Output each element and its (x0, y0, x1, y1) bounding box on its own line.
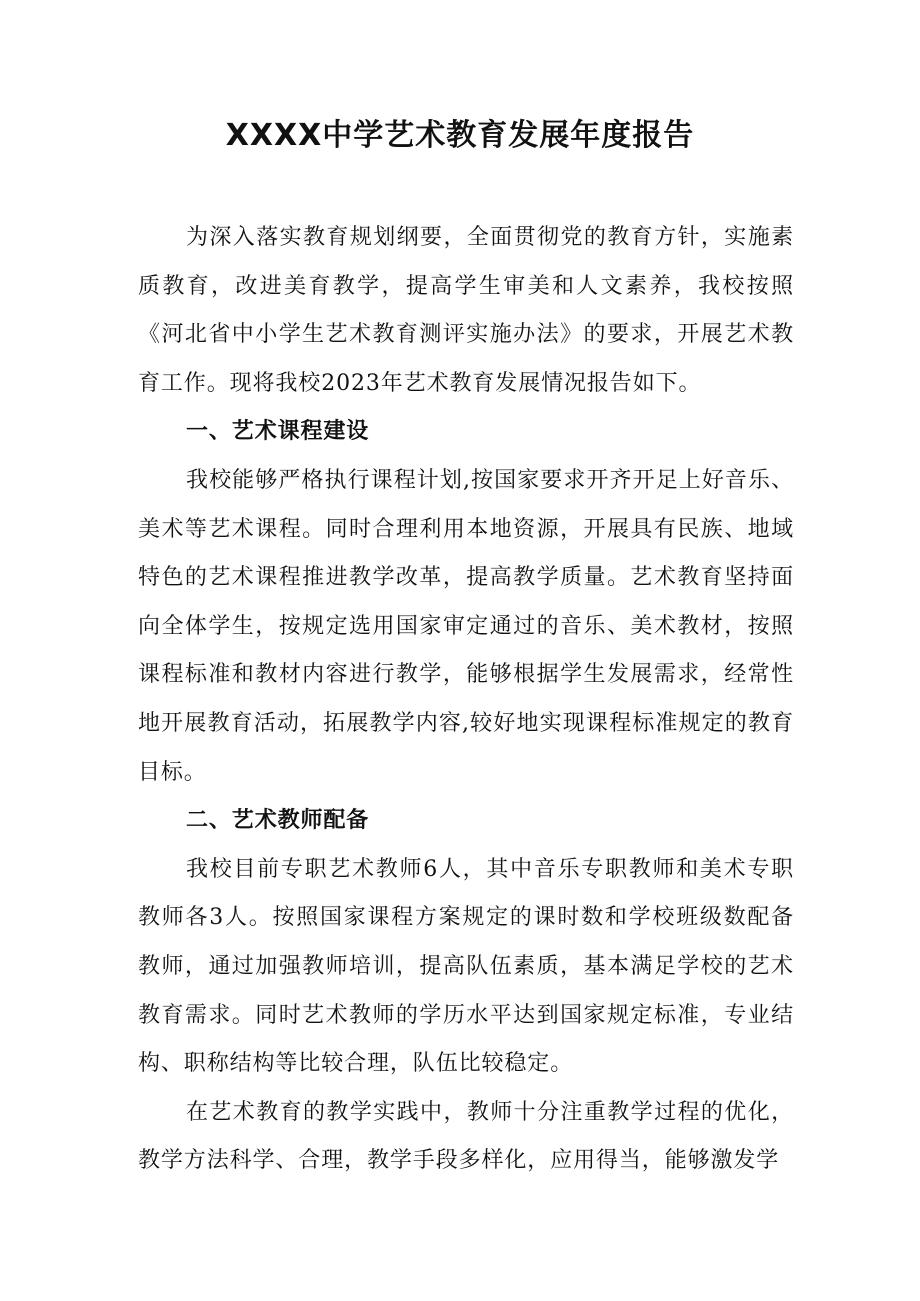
document-body (138, 214, 794, 1186)
intro-paragraph: 为深入落实教育规划纲要，全面贯彻党的教育方针，实施素质教育，改进美育教学，提高学生审美和人文素养，我校按照《河北省中小学生艺术教育测评实施办法》的要求，开展艺术教育工作。现将我校2023年艺术教育发展情况报告如下。 (138, 225, 794, 396)
curriculum-paragraph: 我校能够严格执行课程计划,按国家要求开齐开足上好音乐、美术等艺术课程。同时合理利用本地资源，开展具有民族、地域特色的艺术课程推进教学改革，提高教学质量。艺术教育坚持面向全体学生，按规定选用国家审定通过的音乐、美术教材，按照课程标准和教材内容进行教学，能够根据学生发展需求，经常性地开展教育活动，拓展教学内容,较好地实现课程标准规定的教育目标。 (138, 467, 794, 785)
document-title: XXXX中学艺术教育发展年度报告 (225, 118, 695, 153)
section-heading-curriculum: 一、艺术课程建设 (186, 419, 370, 445)
section-heading-teachers: 二、艺术教师配备 (186, 808, 370, 834)
teachers-paragraph: 我校目前专职艺术教师6人，其中音乐专职教师和美术专职教师各3人。按照国家课程方案规定的课时数和学校班级数配备教师，通过加强教师培训，提高队伍素质，基本满足学校的艺术教育需求。同时艺术教师的学历水平达到国家规定标准，专业结构、职称结构等比较合理，队伍比较稳定。 (138, 856, 794, 1077)
teaching-practice-paragraph: 在艺术教育的教学实践中，教师十分注重教学过程的优化，教学方法科学、合理，教学手段多样化，应用得当，能够激发学 (138, 1099, 794, 1174)
